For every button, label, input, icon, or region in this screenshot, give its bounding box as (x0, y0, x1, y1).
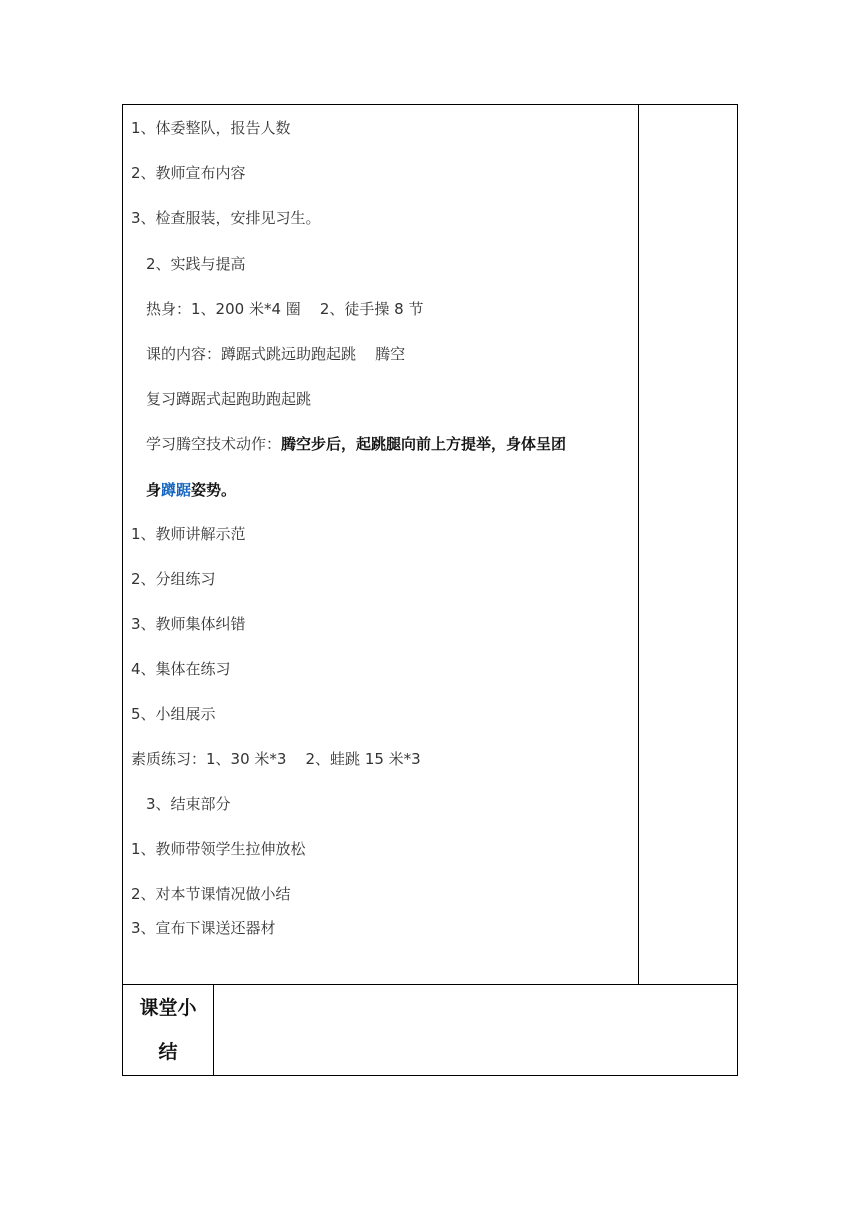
content-line: 热身：1、200 米*4 圈 2、徒手操 8 节 (146, 300, 424, 318)
squat-link[interactable]: 蹲踞 (161, 481, 192, 499)
technique-description-cont: 身 (146, 481, 162, 499)
summary-content (220, 992, 730, 1068)
content-line: 复习蹲踞式起跑助跑起跳 (146, 390, 312, 408)
content-line: 2、分组练习 (131, 570, 216, 588)
content-line: 2、对本节课情况做小结 (131, 885, 291, 903)
technique-description-end: 姿势。 (191, 481, 237, 499)
technique-description: 腾空步后，起跳腿向前上方提举，身体呈团 (281, 435, 567, 453)
summary-label-line1: 课堂小 (139, 997, 197, 1019)
content-line: 3、宣布下课送还器材 (131, 919, 276, 937)
section-heading: 2、实践与提高 (146, 255, 246, 273)
content-line: 3、检查服装，安排见习生。 (131, 209, 321, 227)
content-line: 4、集体在练习 (131, 660, 231, 678)
content-line: 素质练习：1、30 米*3 2、蛙跳 15 米*3 (131, 750, 421, 768)
summary-row-divider (122, 984, 738, 985)
content-line: 课的内容：蹲踞式跳远助跑起跳 腾空 (146, 345, 406, 363)
summary-label-line2: 结 (158, 1041, 178, 1063)
content-line: 1、体委整队，报告人数 (131, 119, 291, 137)
content-line: 3、教师集体纠错 (131, 615, 246, 633)
content-line: 2、教师宣布内容 (131, 164, 246, 182)
content-line: 5、小组展示 (131, 705, 216, 723)
summary-label-divider (213, 984, 214, 1076)
content-line: 1、教师带领学生拉伸放松 (131, 840, 306, 858)
content-line (146, 434, 566, 454)
section-heading: 3、结束部分 (146, 795, 231, 813)
content-line (146, 480, 236, 500)
technique-label: 学习腾空技术动作： (146, 435, 282, 453)
content-line: 1、教师讲解示范 (131, 525, 246, 543)
right-column-divider (638, 104, 639, 984)
